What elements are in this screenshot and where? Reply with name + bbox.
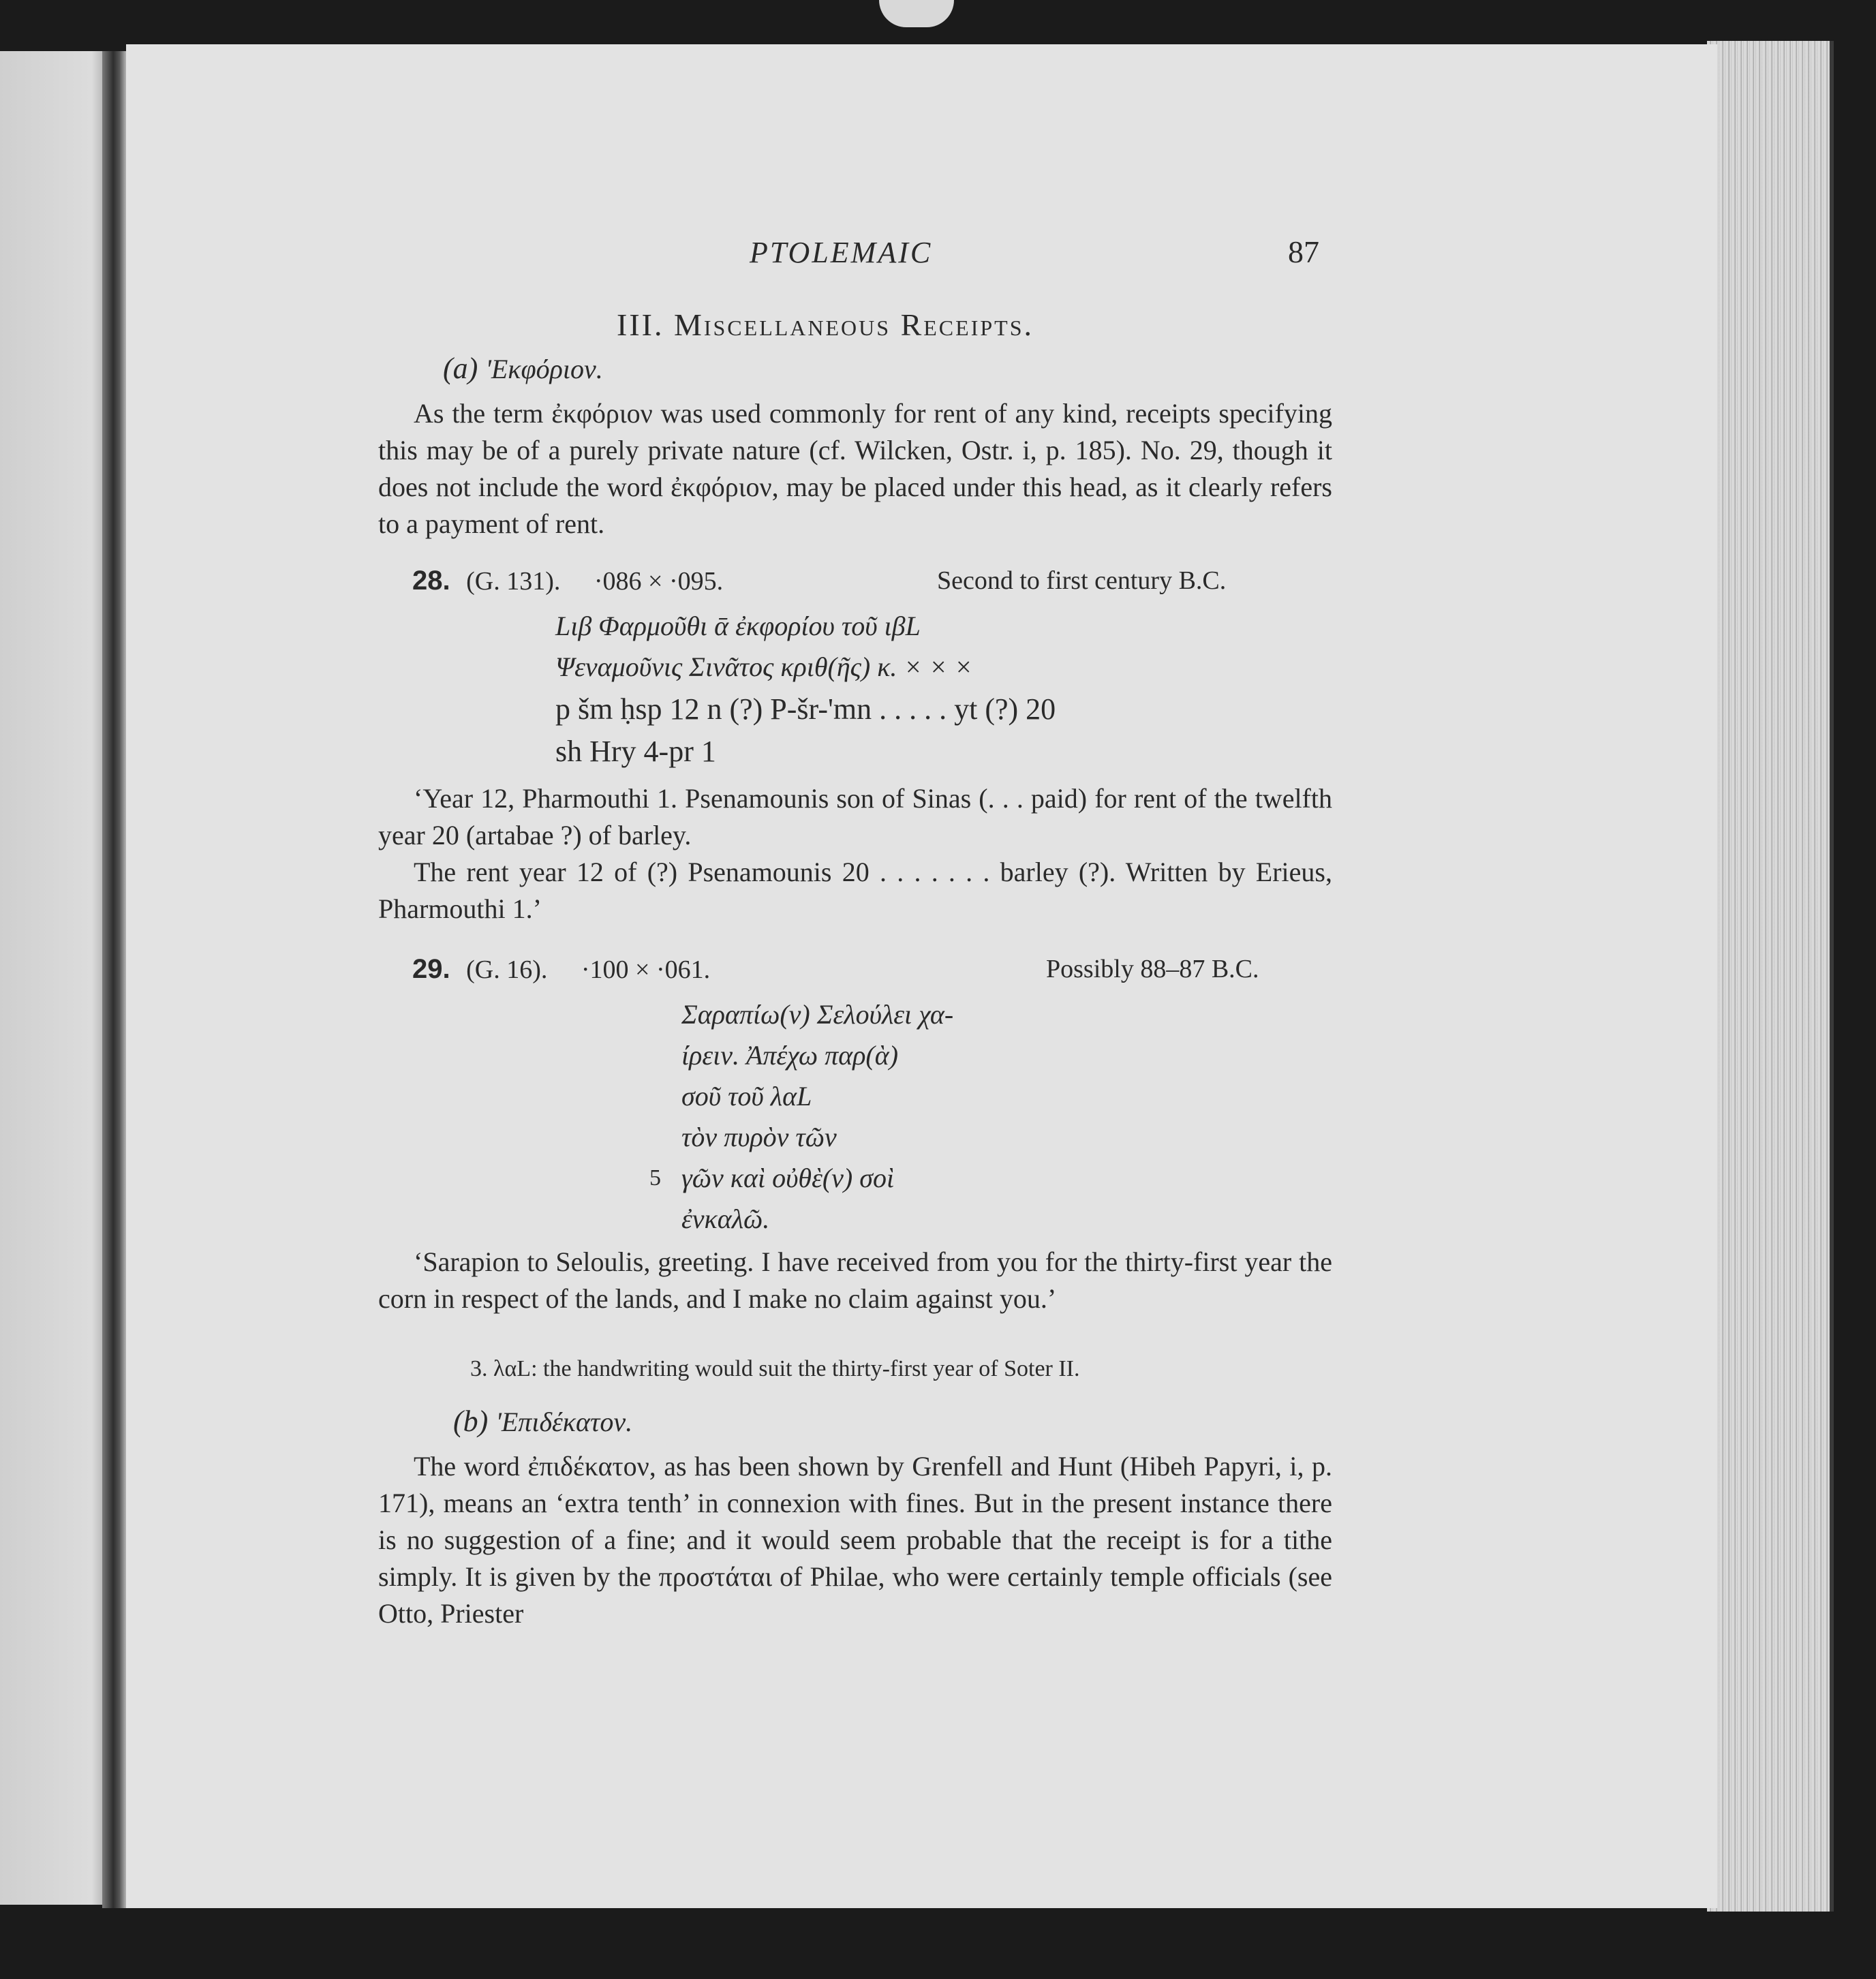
subsection-b-text: The word ἐπιδέκατον, as has been shown by Grenfell and Hunt (Hibeh Papyri, i, p. 171), means an ‘extra tenth’ in connexion with fines. But in the present instance there is no suggestion of a fine; and it would seem probable that the receipt is for a tithe simply. It is given by the προστάται of Philae, who were certainly temple officials (see Otto, Priester: [378, 1451, 1332, 1629]
entry-29-translation-text: ‘Sarapion to Seloulis, greeting. I have received from you for the thirty-first year the corn in respect of the lands, and I make no claim against you.’: [378, 1246, 1332, 1314]
entry-29-greek-line-1: Σαραπίω(ν) Σελούλει χα-: [681, 999, 954, 1030]
page-number: 87: [1288, 234, 1319, 269]
entry-28-heading: [412, 566, 723, 596]
entry-29-line-number: 5: [649, 1165, 661, 1191]
entry-29-number: 29.: [412, 954, 450, 984]
entry-28-date: Second to first century B.C.: [937, 566, 1227, 595]
entry-29-greek-line-4: τὸν πυρὸν τῶν: [681, 1122, 837, 1152]
page-stack-edges: [1707, 41, 1834, 1912]
entry-29-greek-line-3: σοῦ τοῦ λαL: [681, 1081, 812, 1111]
section-title: III. Miscellaneous Receipts.: [617, 307, 1034, 342]
entry-28-demotic-line-1: p šm ḥsp 12 n (?) P-šr-'mn . . . . . yt (?) 20: [555, 692, 1056, 726]
subsection-a-label: (a): [443, 352, 478, 385]
subsection-b-heading: [453, 1404, 632, 1439]
entry-29-translation: [378, 1244, 1332, 1317]
entry-29-date: Possibly 88–87 B.C.: [1046, 955, 1259, 983]
entry-28-greek-line-2: Ψεναμοῦνις Σινᾶτος κριθ(ῆς) κ. × × ×: [555, 651, 973, 682]
page-clip-shadow: [879, 0, 954, 27]
entry-29-footnote: 3. λαL: the handwriting would suit the thirty-first year of Soter II.: [470, 1356, 1080, 1381]
subsection-b-paragraph: [378, 1448, 1332, 1632]
subsection-a-heading: [443, 351, 603, 386]
entry-28-translation-1: ‘Year 12, Pharmouthi 1. Psenamounis son of Sinas (. . . paid) for rent of the twelfth year 20 (artabae ?) of barley.: [378, 783, 1332, 850]
intro-paragraph: [378, 395, 1332, 542]
entry-29-greek-line-5: γῶν καὶ οὐθὲ(ν) σοὶ: [681, 1163, 895, 1193]
entry-28-translation: [378, 780, 1332, 927]
entry-28-ref: (G. 131).: [466, 567, 561, 596]
entry-28-translation-2: The rent year 12 of (?) Psenamounis 20 . . . . . . . barley (?). Written by Erieus, Pharmouthi 1.’: [378, 857, 1332, 924]
subsection-a-title: 'Εκφόριον.: [485, 354, 603, 384]
subsection-b-title: 'Επιδέκατον.: [495, 1407, 633, 1437]
left-page-edge: [0, 51, 114, 1905]
entry-29-greek-line-6: ἐνκαλῶ.: [681, 1203, 770, 1234]
entry-28-greek-line-1: Lιβ Φαρμοῦθι ᾱ ἐκφορίου τοῦ ιβL: [555, 611, 921, 641]
entry-29-greek-line-2: ίρειν. Ἀπέχω παρ(ὰ): [681, 1040, 899, 1071]
book-gutter: [102, 51, 127, 1908]
running-head: PTOLEMAIC: [750, 236, 933, 269]
entry-29-heading: [412, 954, 710, 985]
entry-28-demotic-line-2: sh Hry 4-pr 1: [555, 735, 716, 768]
book-page: [126, 44, 1717, 1908]
entry-29-dims: ·100 × ·061.: [581, 955, 711, 984]
entry-28-number: 28.: [412, 566, 450, 596]
entry-28-dims: ·086 × ·095.: [594, 567, 724, 596]
entry-29-ref: (G. 16).: [466, 955, 548, 984]
intro-text: As the term ἐκφόριον was used commonly for rent of any kind, receipts specifying this may be of a purely private nature (cf. Wilcken, Ostr. i, p. 185). No. 29, though it does not include the word ἐκφόριον, may be placed under this head, as it clearly refers to a payment of rent.: [378, 398, 1332, 539]
subsection-b-label: (b): [453, 1405, 489, 1438]
